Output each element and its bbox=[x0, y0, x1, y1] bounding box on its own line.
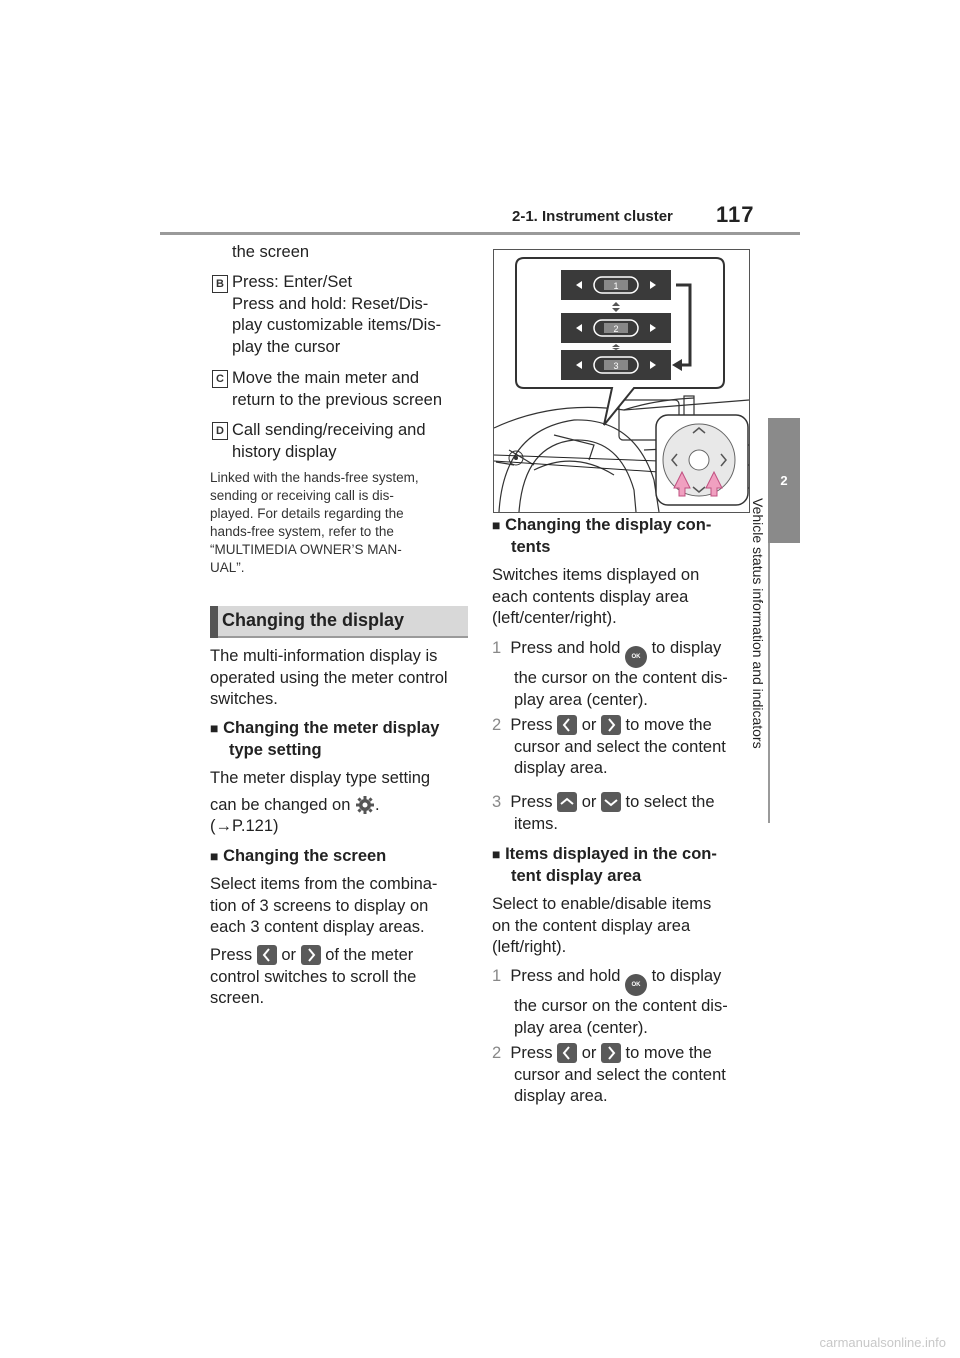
items-text: Select to enable/disable items on the content display area (left/right). bbox=[492, 895, 712, 956]
meter-text: The meter display type setting can be changed on . (→P.121) bbox=[210, 769, 431, 835]
screen-number-1: 1 bbox=[613, 281, 619, 291]
chevron-left-icon bbox=[557, 715, 577, 735]
ok-button-icon: OK bbox=[625, 646, 647, 668]
intro-tail: the screen bbox=[232, 243, 310, 261]
square-bullet-icon: ■ bbox=[210, 720, 219, 736]
header-rule bbox=[160, 232, 800, 235]
chevron-left-icon bbox=[257, 945, 277, 965]
screen-number-2: 2 bbox=[613, 324, 619, 334]
step-a1: 1 Press and hold OK to display the cursor on the content dis- play area (center). bbox=[492, 639, 728, 709]
section-title: 2-1. Instrument cluster bbox=[512, 208, 673, 225]
step-b2: 2 Press or to move the cursor and select the content display area. bbox=[492, 1044, 726, 1105]
chevron-right-icon bbox=[601, 715, 621, 735]
hands-free-note: Linked with the hands-free system, sending or receiving call is dis- played. For details regarding the hands-free system, refer to the “MULTIMEDIA OWNER’S MAN- UAL”. bbox=[210, 470, 419, 575]
press-scroll-text: Press or of the meter control switches to scroll the screen. bbox=[210, 946, 417, 1007]
step-a2: 2 Press or to move the cursor and select the content display area. bbox=[492, 716, 726, 777]
meter-heading: ■ Changing the meter display type setting bbox=[210, 719, 440, 759]
label-d: D bbox=[212, 422, 228, 440]
section-intro: The multi-information display is operated using the meter control switches. bbox=[210, 647, 448, 708]
watermark: carmanualsonline.info bbox=[819, 1335, 946, 1350]
content-heading: ■ Changing the display con- tents bbox=[492, 516, 712, 556]
chevron-right-icon bbox=[601, 1043, 621, 1063]
step-b1: 1 Press and hold OK to display the cursor on the content dis- play area (center). bbox=[492, 967, 728, 1037]
gear-icon bbox=[355, 795, 375, 815]
arrow-right-icon: → bbox=[215, 817, 232, 835]
meter-switch-illustration bbox=[493, 249, 750, 513]
square-bullet-icon: ■ bbox=[492, 846, 501, 862]
chevron-left-icon bbox=[557, 1043, 577, 1063]
chevron-up-icon bbox=[557, 792, 577, 812]
items-heading: ■ Items displayed in the con- tent display area bbox=[492, 845, 717, 885]
screen-text: Select items from the combina- tion of 3 screens to display on each 3 content display areas. bbox=[210, 875, 438, 936]
content-text: Switches items displayed on each contents display area (left/center/right). bbox=[492, 566, 700, 627]
ok-button-icon: OK bbox=[625, 974, 647, 996]
square-bullet-icon: ■ bbox=[210, 848, 219, 864]
screen-number-3: 3 bbox=[613, 361, 619, 371]
side-rule bbox=[768, 543, 770, 823]
chapter-number: 2 bbox=[780, 473, 788, 488]
item-b-text: Press: Enter/Set Press and hold: Reset/Dis- play customizable items/Dis- play the cursor bbox=[232, 273, 442, 356]
chevron-down-icon bbox=[601, 792, 621, 812]
page-number: 117 bbox=[716, 202, 755, 227]
label-c: C bbox=[212, 370, 228, 388]
item-d-text: Call sending/receiving and history display bbox=[232, 421, 426, 461]
label-b: B bbox=[212, 275, 228, 293]
section-heading: Changing the display bbox=[222, 610, 405, 630]
chapter-title: Vehicle status information and indicators bbox=[750, 498, 766, 749]
section-heading-bar bbox=[210, 606, 218, 638]
chapter-tab bbox=[768, 418, 800, 543]
square-bullet-icon: ■ bbox=[492, 517, 501, 533]
chevron-right-icon bbox=[301, 945, 321, 965]
item-c-text: Move the main meter and return to the previous screen bbox=[232, 369, 443, 409]
screen-heading: ■ Changing the screen bbox=[210, 847, 387, 865]
step-a3: 3 Press or to select the items. bbox=[492, 793, 715, 833]
page-reference[interactable]: P.121 bbox=[232, 817, 273, 835]
